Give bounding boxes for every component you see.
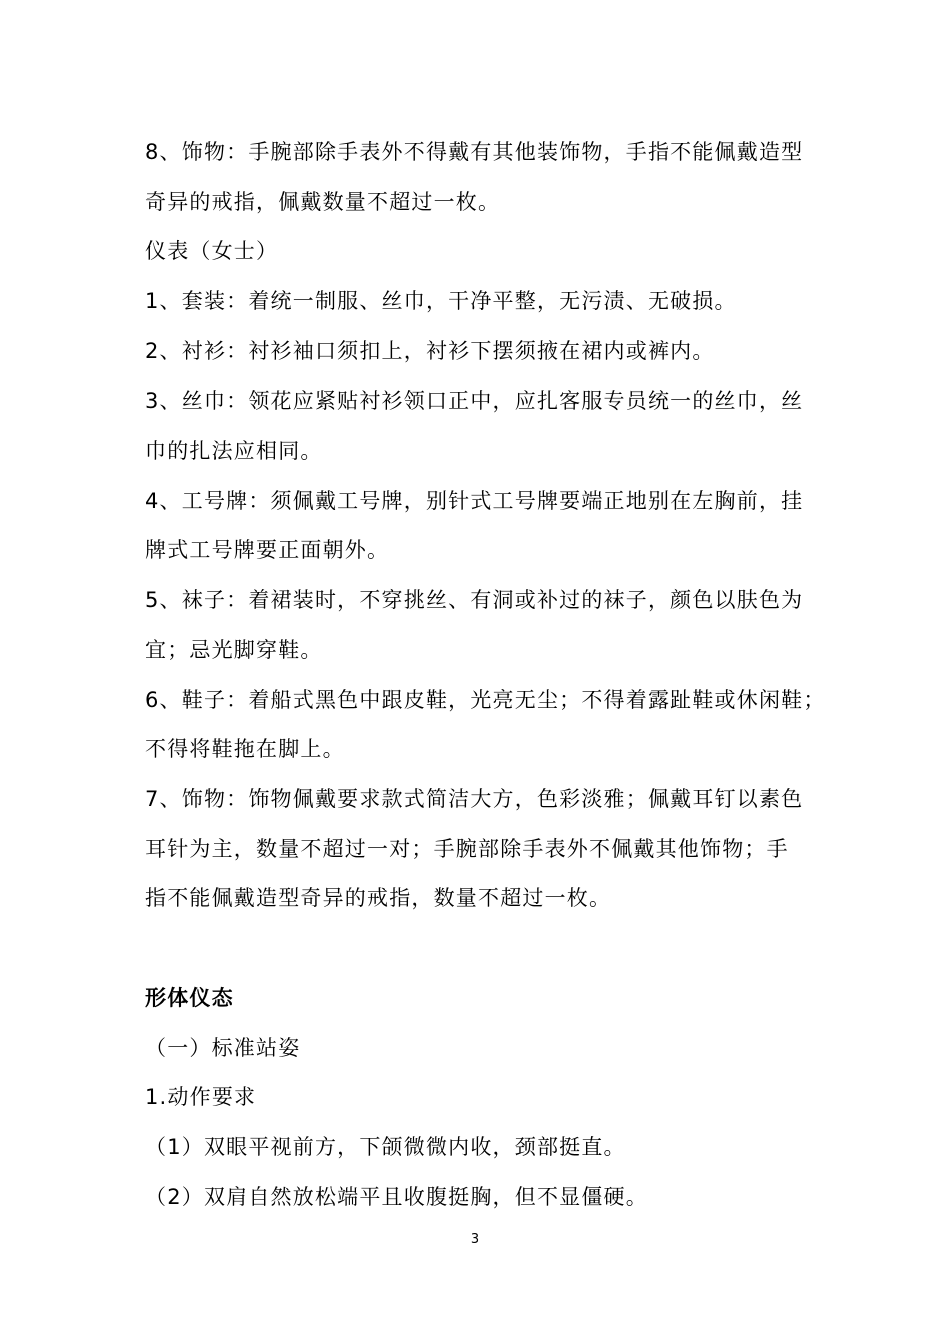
- text-line: 仪表（女士）: [145, 239, 279, 263]
- text-line: 5、袜子：着裙装时，不穿挑丝、有洞或补过的袜子，颜色以肤色为: [145, 588, 804, 612]
- text-line: （2）双肩自然放松端平且收腹挺胸，但不显僵硬。: [145, 1185, 648, 1209]
- text-line: 1、套装：着统一制服、丝巾，干净平整，无污渍、无破损。: [145, 289, 737, 313]
- text-line: 奇异的戒指，佩戴数量不超过一枚。: [145, 190, 501, 214]
- text-line: 不得将鞋拖在脚上。: [145, 737, 345, 761]
- text-line: 4、工号牌：须佩戴工号牌，别针式工号牌要端正地别在左胸前，挂: [145, 489, 804, 513]
- text-line: 耳针为主，数量不超过一对；手腕部除手表外不佩戴其他饰物；手: [145, 837, 789, 861]
- text-line: 3、丝巾：领花应紧贴衬衫领口正中，应扎客服专员统一的丝巾，丝: [145, 389, 804, 413]
- text-line: 7、饰物：饰物佩戴要求款式简洁大方，色彩淡雅；佩戴耳钉以素色: [145, 787, 804, 811]
- text-line: 宜；忌光脚穿鞋。: [145, 638, 323, 662]
- text-line: 牌式工号牌要正面朝外。: [145, 538, 390, 562]
- subheading: （一）标准站姿: [145, 1036, 301, 1060]
- section-title: 形体仪态: [145, 986, 234, 1010]
- text-line: 指不能佩戴造型奇异的戒指，数量不超过一枚。: [145, 886, 612, 910]
- text-line: 8、饰物：手腕部除手表外不得戴有其他装饰物，手指不能佩戴造型: [145, 140, 804, 164]
- text-line: （1）双眼平视前方，下颌微微内收，颈部挺直。: [145, 1135, 626, 1159]
- text-line: 6、鞋子：着船式黑色中跟皮鞋，光亮无尘；不得着露趾鞋或休闲鞋；: [145, 688, 826, 712]
- page-number: 3: [470, 1232, 480, 1247]
- text-line: 2、衬衫：衬衫袖口须扣上，衬衫下摆须掖在裙内或裤内。: [145, 339, 715, 363]
- text-line: 1.动作要求: [145, 1085, 257, 1109]
- text-line: 巾的扎法应相同。: [145, 439, 323, 463]
